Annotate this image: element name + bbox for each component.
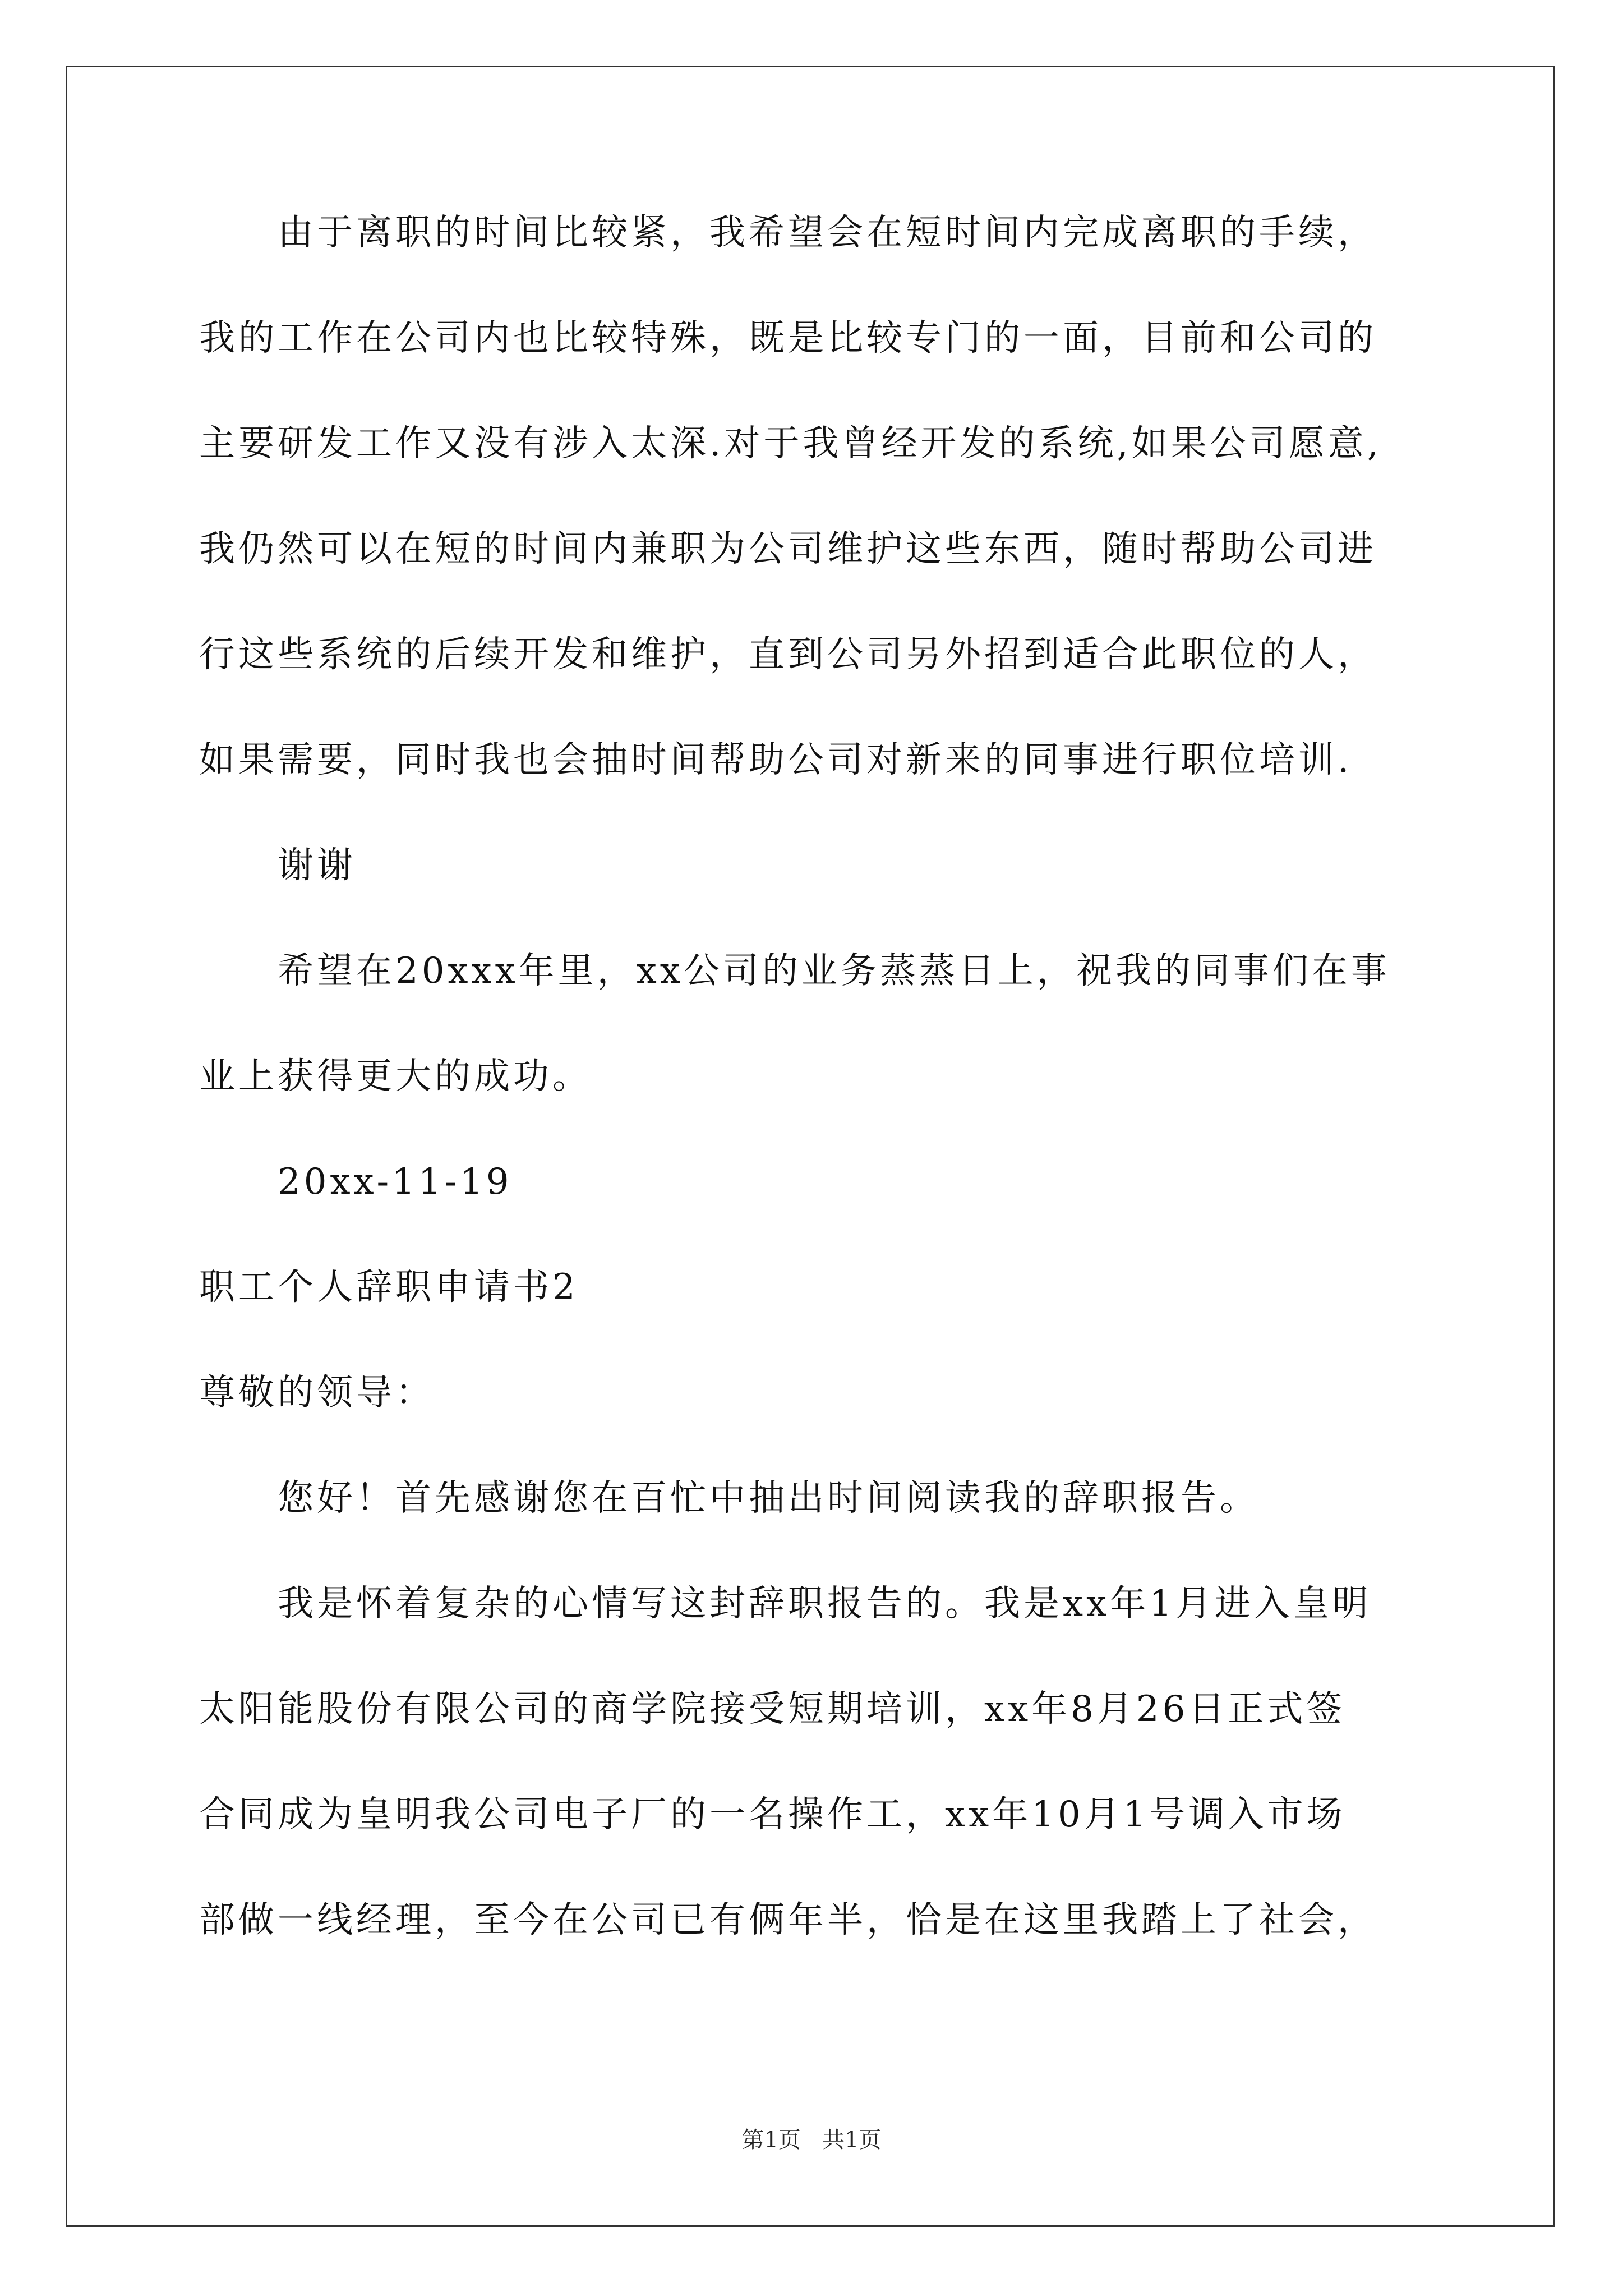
page-number-footer: 第1页 共1页 (741, 2127, 882, 2153)
paragraph-line: 我仍然可以在短的时间内兼职为公司维护这些东西，随时帮助公司进 (199, 528, 1377, 570)
paragraph-line: 部做一线经理，至今在公司已有俩年半，恰是在这里我踏上了社会， (199, 1899, 1377, 1941)
date-line: 20xx-11-19 (278, 1161, 513, 1203)
paragraph-line: 您好！首先感谢您在百忙中抽出时间阅读我的辞职报告。 (278, 1478, 1259, 1519)
paragraph-line: 我是怀着复杂的心情写这封辞职报告的。我是xx年1月进入皇明 (278, 1583, 1372, 1625)
paragraph-line: 我的工作在公司内也比较特殊，既是比较专门的一面，目前和公司的 (199, 318, 1377, 359)
document-body (199, 205, 1455, 1998)
salutation: 尊敬的领导： (199, 1372, 435, 1414)
paragraph-line: 行这些系统的后续开发和维护，直到公司另外招到适合此职位的人， (199, 634, 1377, 675)
paragraph-line: 合同成为皇明我公司电子厂的一名操作工，xx年10月1号调入市场 (199, 1794, 1346, 1835)
paragraph-line: 如果需要，同时我也会抽时间帮助公司对新来的同事进行职位培训. (199, 739, 1353, 781)
paragraph-line: 由于离职的时间比较紧，我希望会在短时间内完成离职的手续， (278, 212, 1377, 254)
paragraph-line: 业上获得更大的成功。 (199, 1056, 592, 1097)
section-title: 职工个人辞职申请书2 (199, 1267, 579, 1308)
thanks-line: 谢谢 (278, 845, 356, 886)
paragraph-line: 太阳能股份有限公司的商学院接受短期培训，xx年8月26日正式签 (199, 1688, 1346, 1730)
paragraph-line: 希望在20xxx年里，xx公司的业务蒸蒸日上，祝我的同事们在事 (278, 950, 1390, 992)
paragraph-line: 主要研发工作又没有涉入太深.对于我曾经开发的系统,如果公司愿意, (199, 423, 1382, 464)
